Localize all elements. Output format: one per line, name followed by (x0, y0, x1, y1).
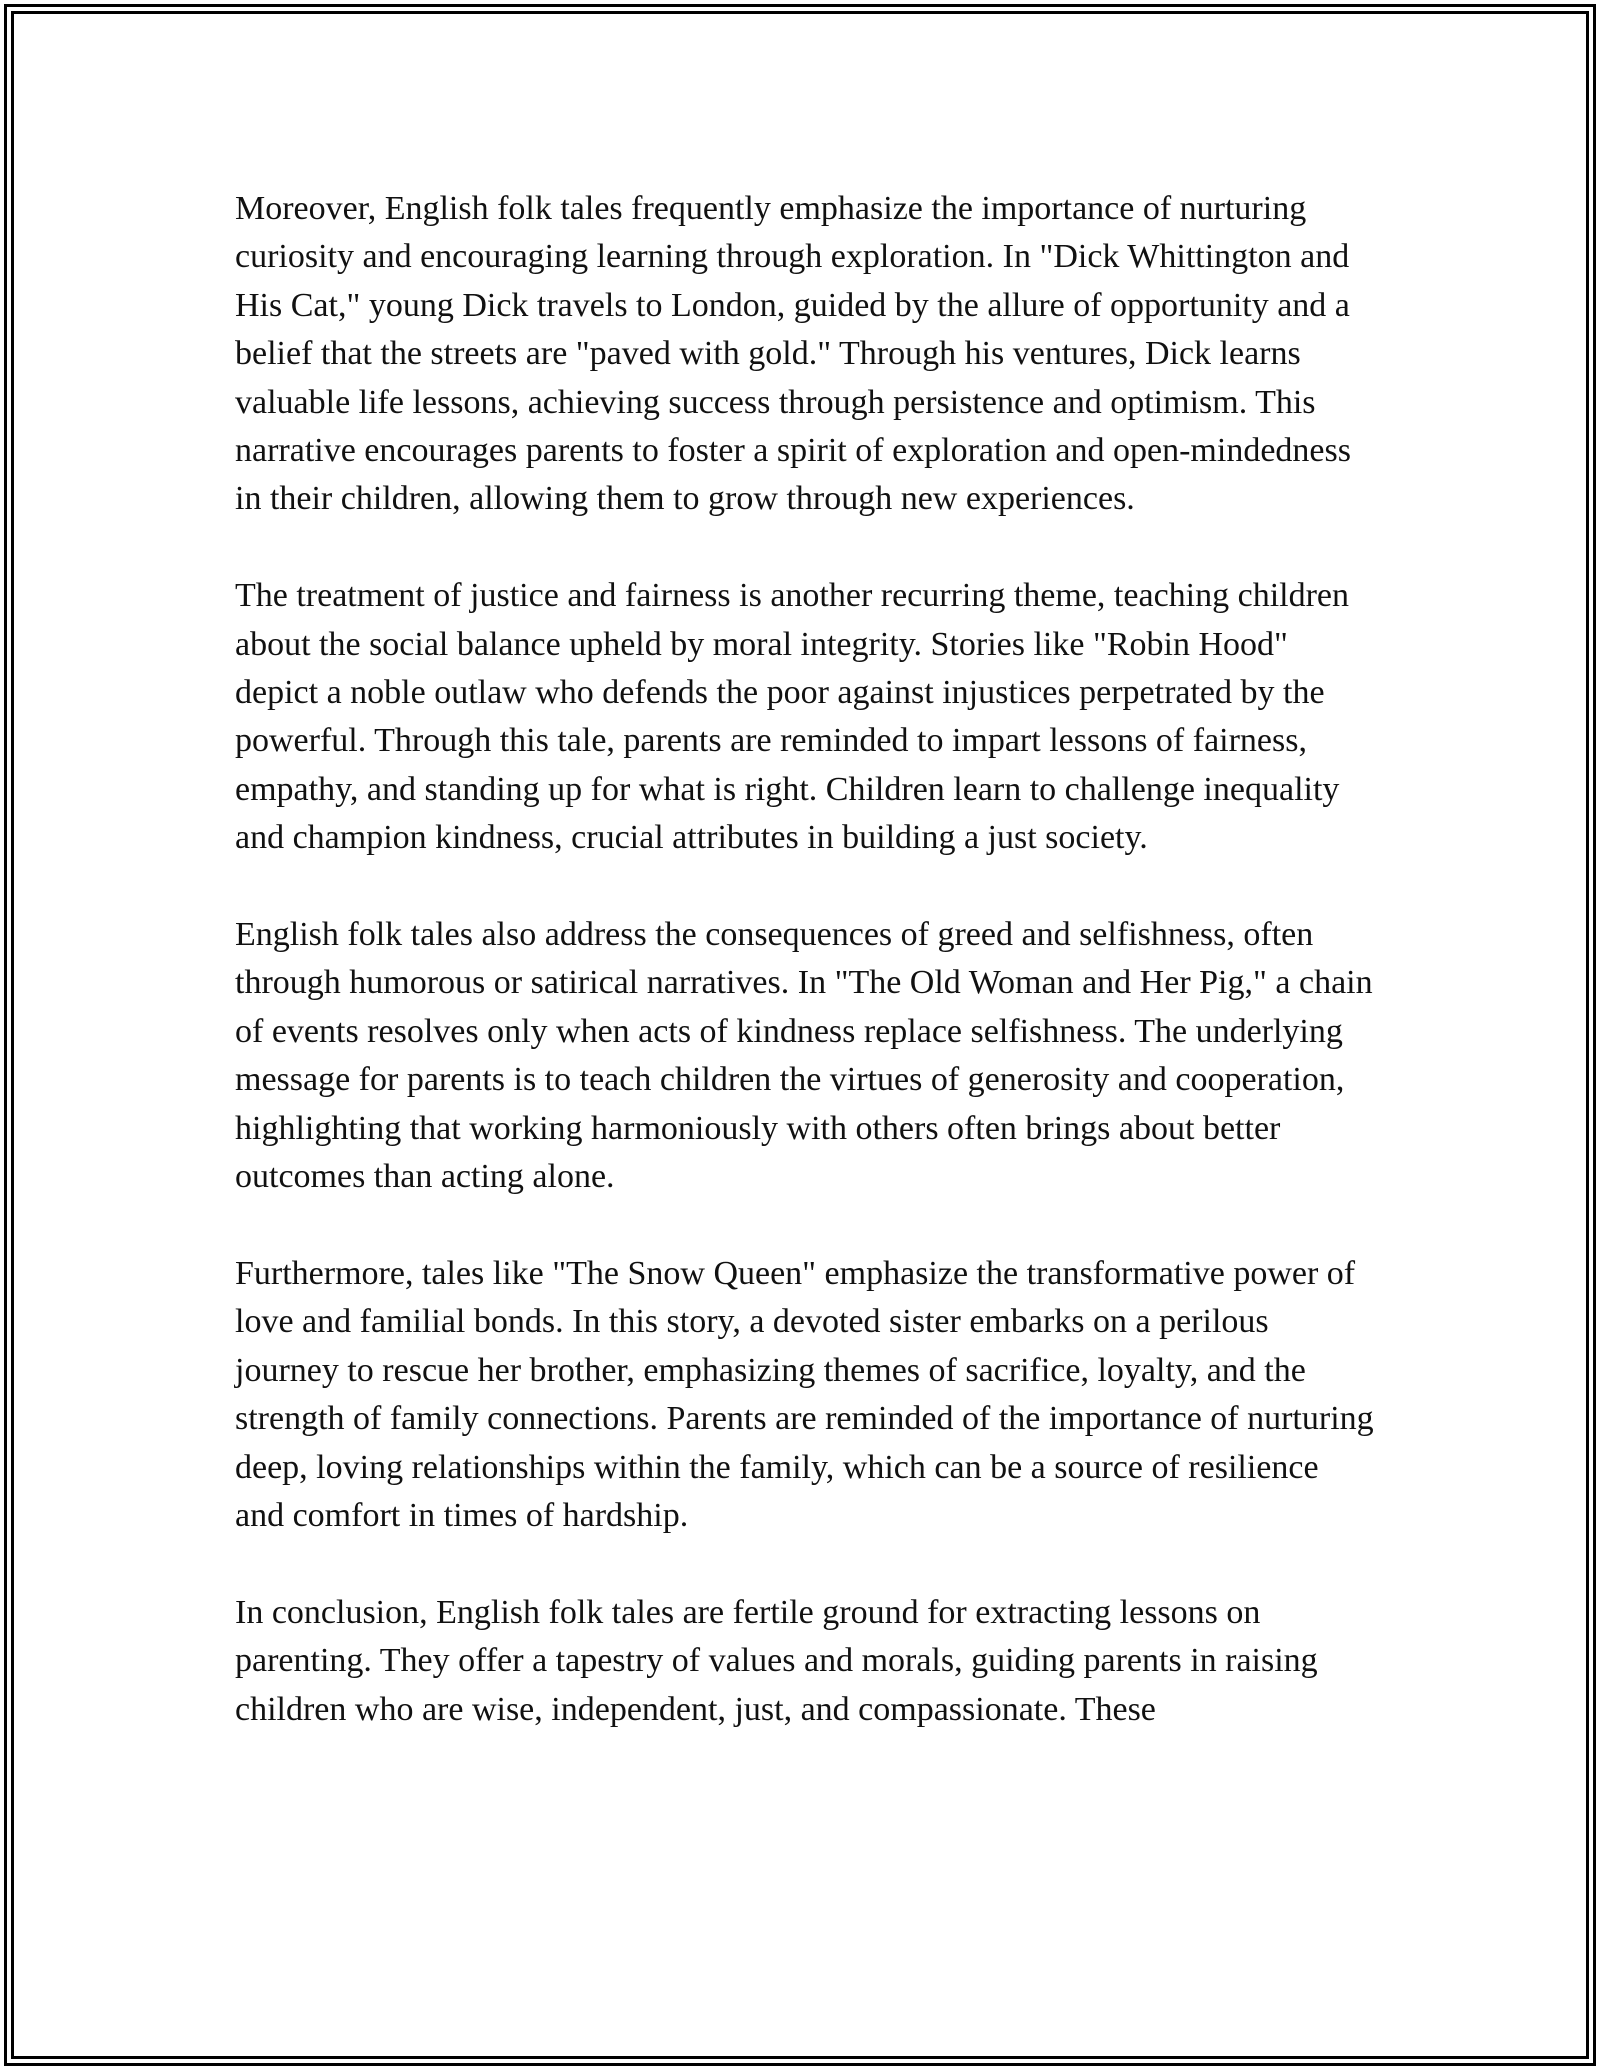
paragraph-love: Furthermore, tales like "The Snow Queen" emphasize the transformative power of love and familial bonds. In this story, a devoted sister embarks on a perilous journey to rescue her brother, emphasizing themes of sacrifice, loyalty, and the strength of family connections. Parents are reminded of the importance of nurturing deep, loving relationships within the family, which can be a source of resilience and comfort in times of hardship. (235, 1254, 1374, 1534)
paragraph-conclusion: In conclusion, English folk tales are fertile ground for extracting lessons on parenting. They offer a tapestry of values and morals, guiding parents in raising children who are wise, independent, just, and compassionate. These (235, 1593, 1318, 1728)
paragraph-justice: The treatment of justice and fairness is another recurring theme, teaching children about the social balance upheld by moral integrity. Stories like "Robin Hood" depict a noble outlaw who defends the poor against injustices perpetrated by the powerful. Through this tale, parents are reminded to impart lessons of fairness, empathy, and standing up for what is right. Children learn to challenge inequality and champion kindness, crucial attributes in building a just society. (235, 577, 1349, 857)
document-body (235, 185, 1375, 1782)
paragraph-curiosity: Moreover, English folk tales frequently emphasize the importance of nurturing curiosity and encouraging learning through exploration. In "Dick Whittington and His Cat," young Dick travels to London, guided by the allure of opportunity and a belief that the streets are "paved with gold." Through his ventures, Dick learns valuable life lessons, achieving success through persistence and optimism. This narrative encourages parents to foster a spirit of exploration and open-mindedness in their children, allowing them to grow through new experiences. (235, 190, 1351, 518)
paragraph-greed: English folk tales also address the consequences of greed and selfishness, often through humorous or satirical narratives. In "The Old Woman and Her Pig," a chain of events resolves only when acts of kindness replace selfishness. The underlying message for parents is to teach children the virtues of generosity and cooperation, highlighting that working harmoniously with others often brings about better outcomes than acting alone. (235, 916, 1373, 1196)
